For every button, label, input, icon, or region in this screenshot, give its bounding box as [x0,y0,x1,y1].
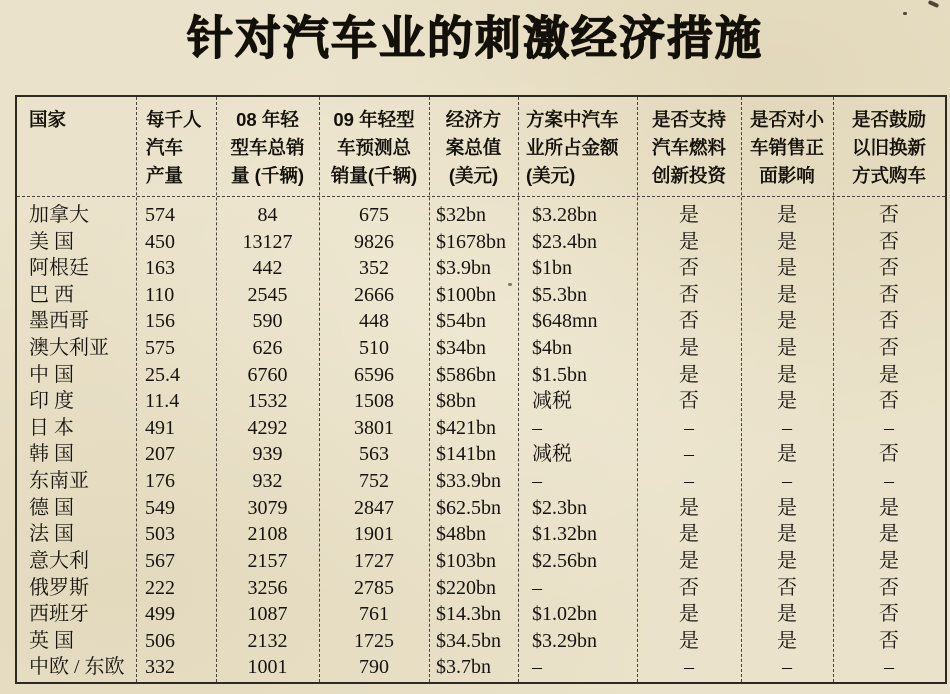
table-header-row [17,97,945,196]
country-cell: 巴 西 [29,283,74,306]
cell-small-car: 是 [777,257,797,280]
cell-fuel-innovation: 是 [679,496,699,519]
cell-auto-amount: 减税 [532,443,572,466]
cell-auto-amount: $1bn [532,257,572,280]
country-cell: 西班牙 [29,603,89,626]
country-cell: 澳大利亚 [29,337,109,360]
cell-small-car: 是 [777,496,797,519]
cell-small-car: 是 [777,629,797,652]
cell-fuel-innovation: 否 [679,257,699,280]
cell-sales-09: 352 [359,257,389,280]
cell-sales-09: 2785 [354,576,394,599]
cell-per-1000: 574 [145,204,175,226]
country-cell: 墨西哥 [29,310,89,333]
country-cell: 意大利 [29,549,89,572]
cell-sales-08: 1087 [247,603,288,626]
cell-auto-amount: $3.28bn [532,204,597,226]
cell-plan-total: $1678bn [436,230,506,253]
cell-small-car: 是 [777,363,797,386]
scan-speck [903,12,907,15]
column-header-auto-amount: 方案中汽车 业所占金额 (美元) [526,109,619,186]
cell-small-car: 是 [777,390,797,413]
cell-small-car: – [782,470,792,493]
cell-sales-09: 563 [359,443,389,466]
cell-sales-08: 2108 [247,523,288,546]
cell-auto-amount: – [532,576,542,599]
cell-sales-08: 3079 [247,496,288,519]
cell-trade-in: 否 [879,576,899,599]
cell-per-1000: 110 [145,283,175,306]
country-cell: 美 国 [29,230,74,253]
cell-per-1000: 176 [145,470,175,493]
cell-sales-09: 2666 [354,283,394,306]
cell-trade-in: 否 [879,629,899,652]
cell-sales-08: 442 [252,257,283,280]
cell-trade-in: 否 [879,390,899,413]
cell-fuel-innovation: 否 [679,390,699,413]
cell-small-car: 是 [777,204,797,226]
cell-sales-09: 3801 [354,416,394,439]
cell-trade-in: 否 [879,204,899,226]
cell-small-car: 是 [777,523,797,546]
cell-sales-08: 6760 [247,363,288,386]
cell-per-1000: 450 [145,230,175,253]
cell-per-1000: 567 [145,549,175,572]
cell-sales-08: 13127 [242,230,293,253]
cell-fuel-innovation: – [684,656,694,679]
country-cell: 日 本 [29,416,74,439]
column-divider-line [637,97,638,682]
cell-fuel-innovation: – [684,470,694,493]
cell-trade-in: 是 [879,363,899,386]
cell-plan-total: $48bn [436,523,486,546]
cell-plan-total: $141bn [436,443,496,466]
table-row [17,628,945,655]
cell-fuel-innovation: 是 [679,363,699,386]
country-cell: 印 度 [29,390,74,413]
cell-trade-in: 否 [879,230,899,253]
table-row [17,362,945,389]
cell-plan-total: $62.5bn [436,496,501,519]
cell-sales-09: 9826 [354,230,394,253]
cell-fuel-innovation: 是 [679,230,699,253]
table-row [17,229,945,256]
table-body [17,202,945,681]
column-header-sales-08: 08 年轻 型车总销 量 (千辆) [230,109,305,186]
cell-plan-total: $421bn [436,416,496,439]
cell-trade-in: 否 [879,310,899,333]
country-cell: 韩 国 [29,443,74,466]
cell-per-1000: 549 [145,496,175,519]
cell-sales-08: 1532 [247,390,288,413]
cell-auto-amount: – [532,656,542,679]
cell-small-car: – [782,416,792,439]
cell-trade-in: – [884,416,894,439]
table-row [17,575,945,602]
cell-per-1000: 207 [145,443,175,466]
cell-plan-total: $14.3bn [436,603,501,626]
table-row [17,388,945,415]
cell-fuel-innovation: 否 [679,576,699,599]
table-row [17,415,945,442]
cell-auto-amount: 减税 [532,390,572,413]
cell-sales-09: 752 [359,470,389,493]
cell-fuel-innovation: 是 [679,204,699,226]
cell-auto-amount: $1.32bn [532,523,597,546]
cell-auto-amount: $2.56bn [532,549,597,572]
table-row [17,308,945,335]
cell-sales-08: 2545 [247,283,288,306]
cell-trade-in: – [884,656,894,679]
table-row [17,654,945,681]
cell-sales-08: 626 [252,337,283,360]
table-row [17,521,945,548]
cell-small-car: 是 [777,337,797,360]
cell-fuel-innovation: 是 [679,603,699,626]
header-divider-line [17,196,945,197]
cell-sales-08: 590 [252,310,283,333]
column-header-per-1000: 每千人 汽车 产量 [146,109,202,186]
country-cell: 英 国 [29,629,74,652]
cell-small-car: 是 [777,549,797,572]
table-row [17,441,945,468]
cell-sales-08: 3256 [247,576,288,599]
stimulus-measures-table [15,95,947,684]
cell-sales-09: 1508 [354,390,394,413]
cell-sales-09: 675 [359,204,389,226]
cell-sales-09: 1725 [354,629,394,652]
cell-sales-09: 2847 [354,496,394,519]
cell-fuel-innovation: 是 [679,629,699,652]
cell-auto-amount: $1.02bn [532,603,597,626]
country-cell: 中 国 [29,363,74,386]
cell-small-car: 是 [777,443,797,466]
column-divider-line [136,97,137,682]
cell-trade-in: 是 [879,523,899,546]
cell-auto-amount: $23.4bn [532,230,597,253]
cell-per-1000: 506 [145,629,175,652]
cell-small-car: 是 [777,603,797,626]
cell-trade-in: 否 [879,283,899,306]
table-row [17,548,945,575]
cell-auto-amount: – [532,416,542,439]
table-row [17,282,945,309]
cell-per-1000: 163 [145,257,175,280]
cell-per-1000: 499 [145,603,175,626]
cell-sales-09: 510 [359,337,389,360]
cell-plan-total: $32bn [436,204,486,226]
cell-per-1000: 11.4 [145,390,180,413]
cell-small-car: 否 [777,576,797,599]
table-row [17,335,945,362]
cell-sales-09: 790 [359,656,389,679]
country-cell: 俄罗斯 [29,576,89,599]
cell-plan-total: $34bn [436,337,486,360]
country-cell: 德 国 [29,496,74,519]
cell-per-1000: 503 [145,523,175,546]
column-divider-line [518,97,519,682]
table-row [17,601,945,628]
cell-sales-09: 761 [359,603,389,626]
table-row [17,495,945,522]
column-divider-line [319,97,320,682]
cell-plan-total: $220bn [436,576,496,599]
cell-sales-08: 932 [252,470,283,493]
cell-sales-08: 1001 [247,656,288,679]
column-header-trade-in: 是否鼓励 以旧换新 方式购车 [851,109,926,186]
cell-sales-08: 2157 [247,549,288,572]
cell-small-car: – [782,656,792,679]
table-row [17,202,945,229]
cell-plan-total: $103bn [436,549,496,572]
column-divider-line [833,97,834,682]
column-divider-line [741,97,742,682]
cell-trade-in: 是 [879,549,899,572]
cell-sales-09: 448 [359,310,389,333]
page-title: 针对汽车业的刺激经济措施 [187,12,763,64]
cell-sales-09: 1901 [354,523,394,546]
table-row [17,468,945,495]
column-header-sales-09: 09 年轻型 车预测总 销量(千辆) [330,109,418,186]
cell-auto-amount: $5.3bn [532,283,587,306]
cell-plan-total: $586bn [436,363,496,386]
cell-plan-total: $3.9bn [436,257,491,280]
cell-fuel-innovation: – [684,416,694,439]
cell-per-1000: 156 [145,310,175,333]
cell-auto-amount: $648mn [532,310,598,333]
cell-per-1000: 491 [145,416,175,439]
column-header-plan-total: 经济方 案总值 (美元) [445,109,502,186]
country-cell: 加拿大 [29,204,89,226]
cell-per-1000: 25.4 [145,363,180,386]
cell-sales-09: 1727 [354,549,394,572]
cell-auto-amount: $3.29bn [532,629,597,652]
cell-fuel-innovation: – [684,443,694,466]
cell-auto-amount: $2.3bn [532,496,587,519]
cell-auto-amount: $1.5bn [532,363,587,386]
cell-trade-in: 是 [879,496,899,519]
cell-plan-total: $3.7bn [436,656,491,679]
column-divider-line [429,97,430,682]
cell-fuel-innovation: 是 [679,337,699,360]
cell-per-1000: 222 [145,576,175,599]
country-cell: 东南亚 [29,470,89,493]
column-header-small-car: 是否对小 车销售正 面影响 [749,109,824,186]
cell-plan-total: $54bn [436,310,486,333]
cell-plan-total: $8bn [436,390,476,413]
cell-fuel-innovation: 否 [679,310,699,333]
table-row [17,255,945,282]
cell-plan-total: $33.9bn [436,470,501,493]
cell-per-1000: 575 [145,337,175,360]
cell-small-car: 是 [777,283,797,306]
cell-trade-in: 否 [879,443,899,466]
cell-sales-08: 939 [252,443,283,466]
cell-trade-in: 否 [879,337,899,360]
cell-trade-in: – [884,470,894,493]
country-cell: 中欧 / 东欧 [29,656,125,679]
column-divider-line [216,97,217,682]
cell-small-car: 是 [777,230,797,253]
country-cell: 阿根廷 [29,257,89,280]
cell-per-1000: 332 [145,656,175,679]
country-cell: 法 国 [29,523,74,546]
column-header-country: 国家 [29,109,67,130]
cell-trade-in: 否 [879,257,899,280]
column-header-fuel-innovation: 是否支持 汽车燃料 创新投资 [651,109,726,186]
cell-sales-08: 2132 [247,629,288,652]
cell-fuel-innovation: 是 [679,523,699,546]
cell-plan-total: $34.5bn [436,629,501,652]
cell-fuel-innovation: 否 [679,283,699,306]
cell-small-car: 是 [777,310,797,333]
cell-auto-amount: $4bn [532,337,572,360]
cell-trade-in: 否 [879,603,899,626]
cell-sales-08: 4292 [247,416,288,439]
cell-plan-total: $100bn [436,283,496,306]
cell-auto-amount: – [532,470,542,493]
cell-fuel-innovation: 是 [679,549,699,572]
cell-sales-08: 84 [257,204,278,226]
cell-sales-09: 6596 [354,363,394,386]
